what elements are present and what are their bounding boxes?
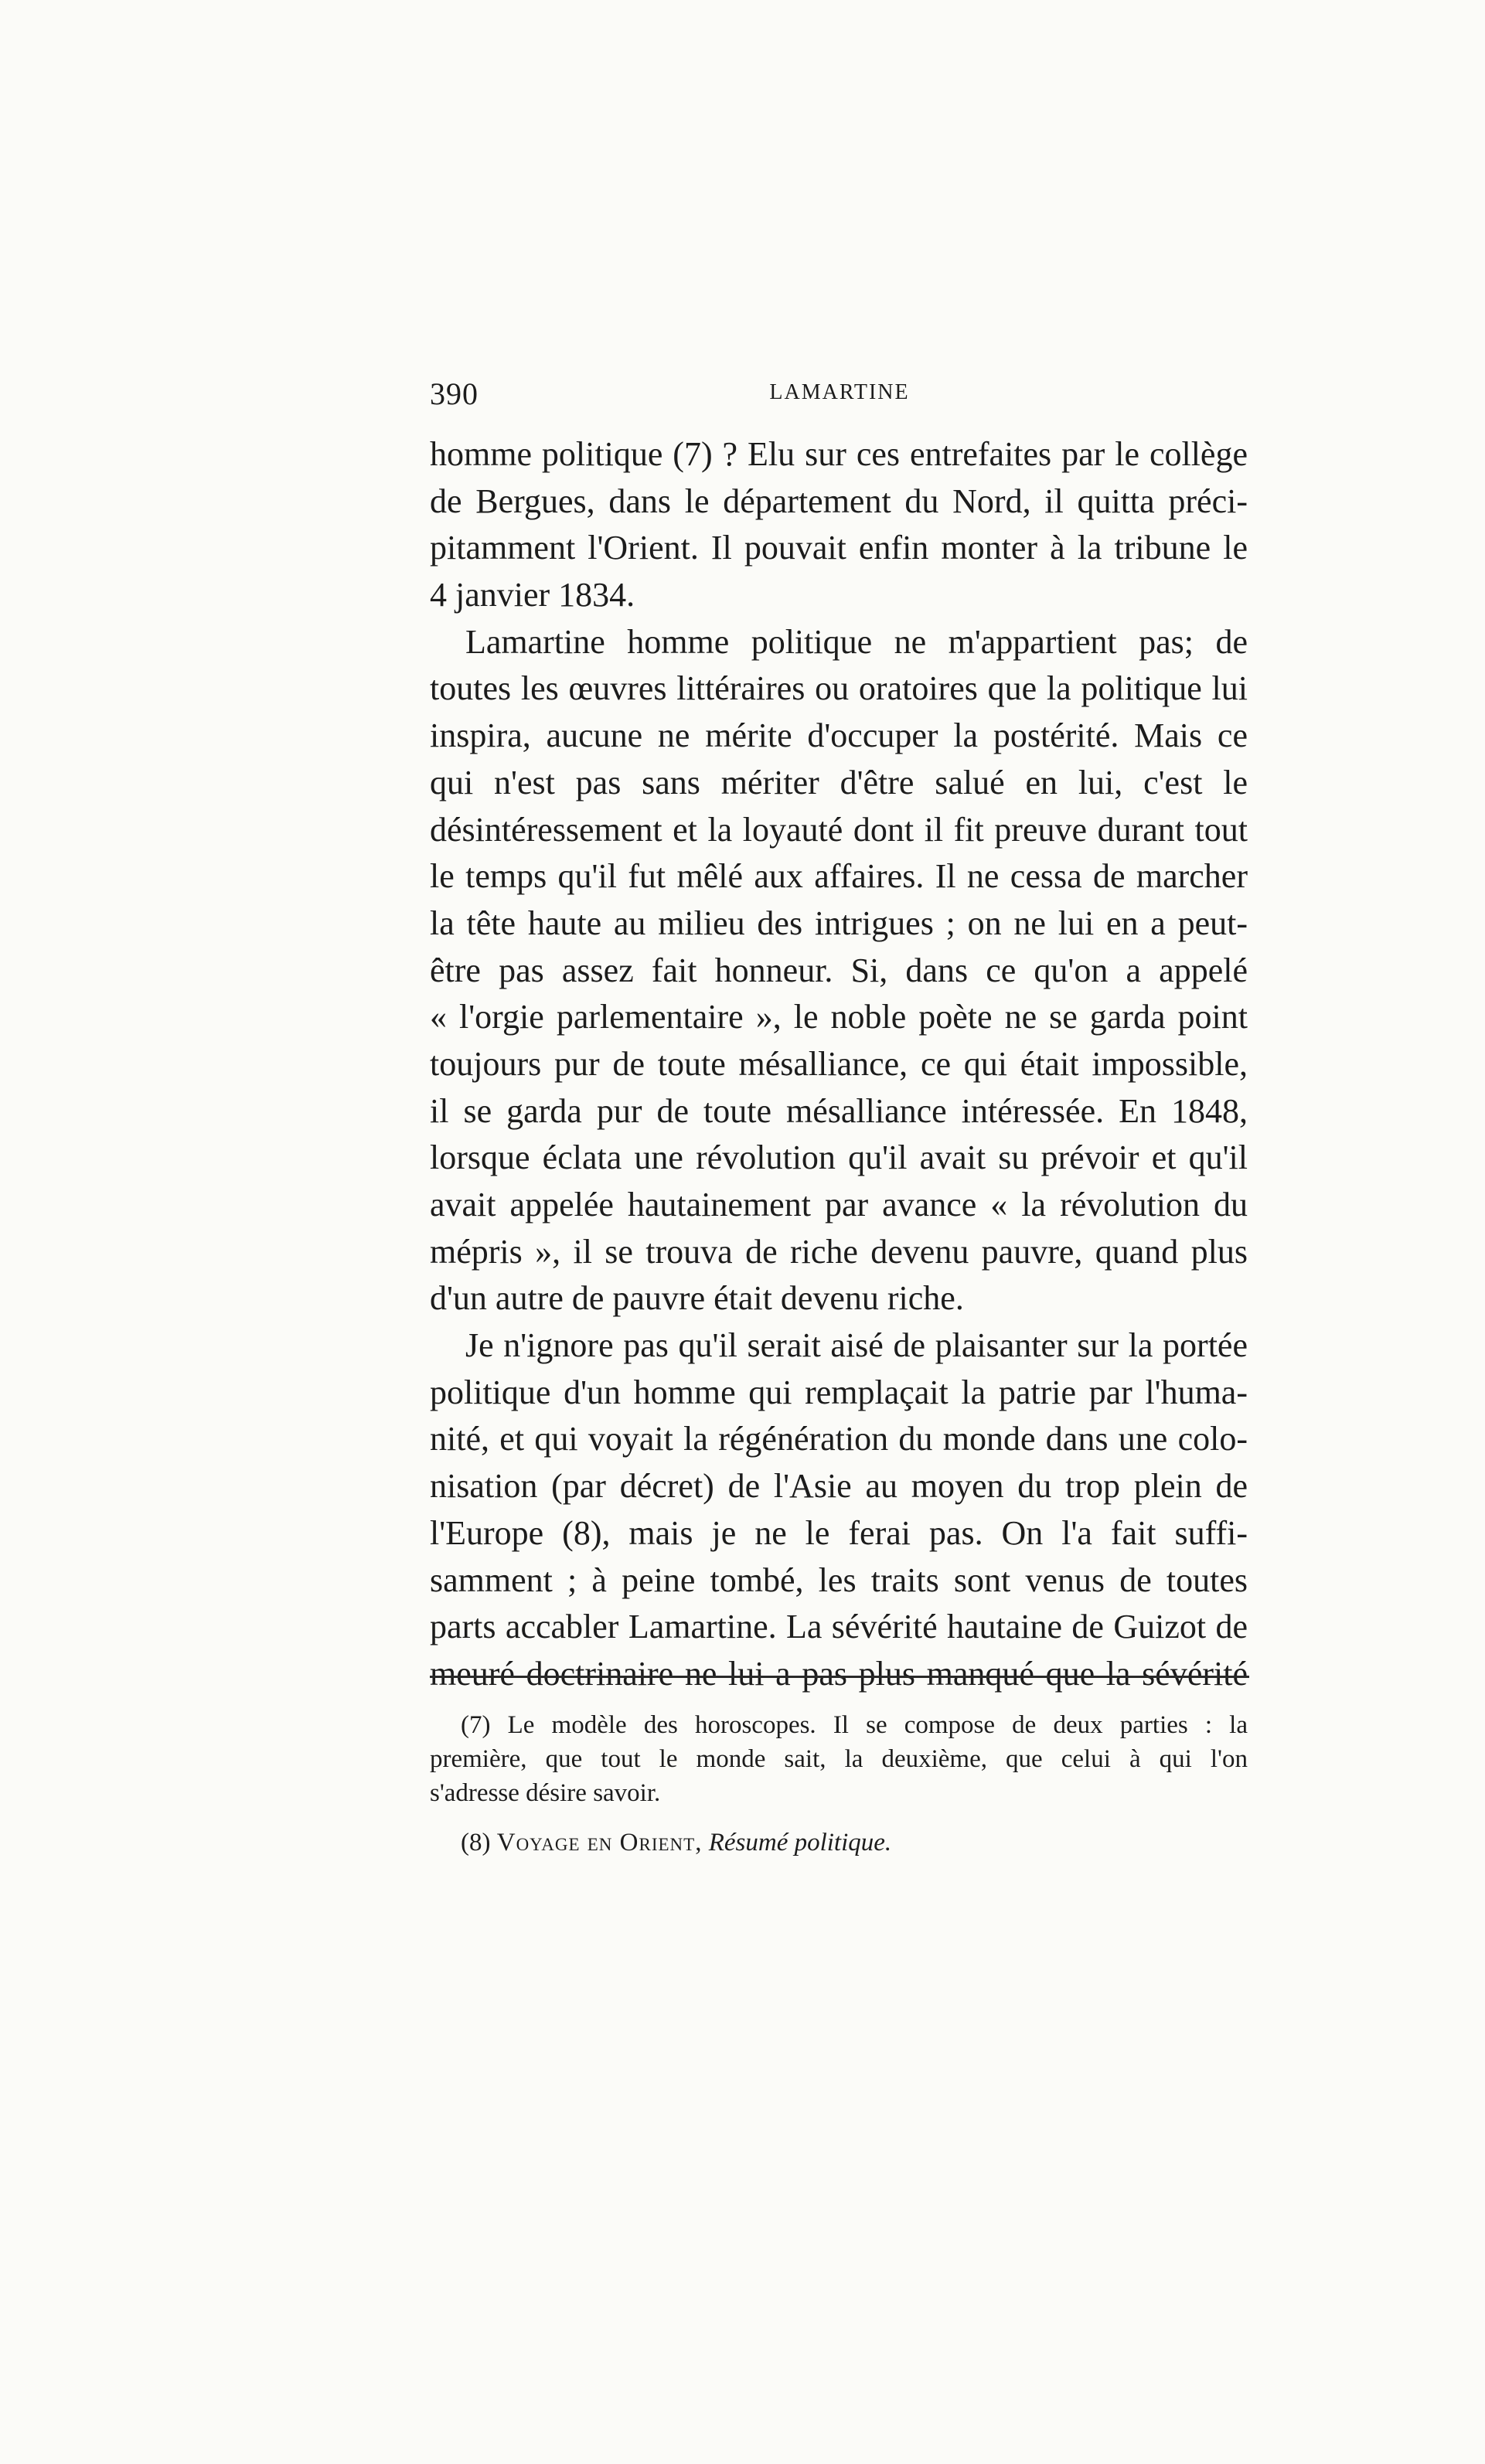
text-line: être pas assez fait honneur. Si, dans ce qu'on a appelé [430, 951, 1248, 989]
text-line: parts accabler Lamartine. La sévérité hautaine de Guizot de [430, 1608, 1248, 1646]
text-line: inspira, aucune ne mérite d'occuper la postérité. Mais ce [430, 716, 1248, 755]
text-line: lorsque éclata une révolution qu'il avait su prévoir et qu'il [430, 1138, 1248, 1177]
text-line: Lamartine homme politique ne m'appartient pas; de [465, 622, 1248, 661]
footnote-book-title: Voyage en Orient, [496, 1829, 703, 1857]
footnote-line: s'adresse désire savoir. [430, 1779, 661, 1807]
text-line: nisation (par décret) de l'Asie au moyen du trop plein de [430, 1467, 1248, 1506]
page-number: 390 [430, 376, 479, 411]
text-line: il se garda pur de toute mésalliance intéressée. En 1848, [430, 1091, 1248, 1130]
footnote-number: (8) [461, 1829, 491, 1857]
page-header [430, 376, 1249, 422]
text-line: avait appelée hautainement par avance « la révolution du [430, 1186, 1248, 1223]
running-title: LAMARTINE [769, 380, 910, 404]
text-line: la tête haute au milieu des intrigues ; on ne lui en a peut- [430, 904, 1248, 942]
footnote-8 [430, 1826, 1248, 1860]
text-line: désintéressement et la loyauté dont il fit preuve durant tout [430, 810, 1248, 849]
text-line: meuré doctrinaire ne lui a pas plus manqué que la sévérité [430, 1654, 1248, 1693]
main-text [430, 431, 1248, 1698]
text-line: de Bergues, dans le département du Nord, il quitta préci- [430, 482, 1248, 520]
footnotes [430, 1708, 1248, 1860]
text-line: samment ; à peine tombé, les traits sont venus de toutes [430, 1560, 1248, 1599]
text-line: Je n'ignore pas qu'il serait aisé de plaisanter sur la portée [465, 1326, 1248, 1365]
text-line: homme politique (7) ? Elu sur ces entrefaites par le collège [430, 435, 1248, 473]
text-line: politique d'un homme qui remplaçait la patrie par l'huma- [430, 1373, 1248, 1411]
text-line: mépris », il se trouva de riche devenu pauvre, quand plus [430, 1232, 1248, 1271]
text-line: pitamment l'Orient. Il pouvait enfin monter à la tribune le [430, 529, 1248, 567]
text-line: nité, et qui voyait la régénération du monde dans une colo- [430, 1420, 1248, 1458]
text-line: « l'orgie parlementaire », le noble poète ne se garda point [430, 998, 1248, 1036]
text-line: qui n'est pas sans mériter d'être salué en lui, c'est le [430, 763, 1248, 801]
footnote-line: première, que tout le monde sait, la deuxième, que celui à qui l'on [430, 1745, 1248, 1773]
footnote-divider [430, 1676, 1249, 1678]
text-line: d'un autre de pauvre était devenu riche. [430, 1279, 964, 1318]
footnote-section: Résumé politique. [708, 1829, 892, 1857]
text-line: l'Europe (8), mais je ne le ferai pas. On l'a fait suffi- [430, 1513, 1248, 1552]
text-line: le temps qu'il fut mêlé aux affaires. Il ne cessa de marcher [430, 857, 1248, 896]
text-line: toutes les œuvres littéraires ou oratoires que la politique lui [430, 669, 1248, 708]
text-line: toujours pur de toute mésalliance, ce qui était impossible, [430, 1044, 1248, 1083]
text-line: 4 janvier 1834. [430, 576, 635, 614]
footnote-line: (7) Le modèle des horoscopes. Il se compose de deux parties : la [461, 1711, 1248, 1739]
